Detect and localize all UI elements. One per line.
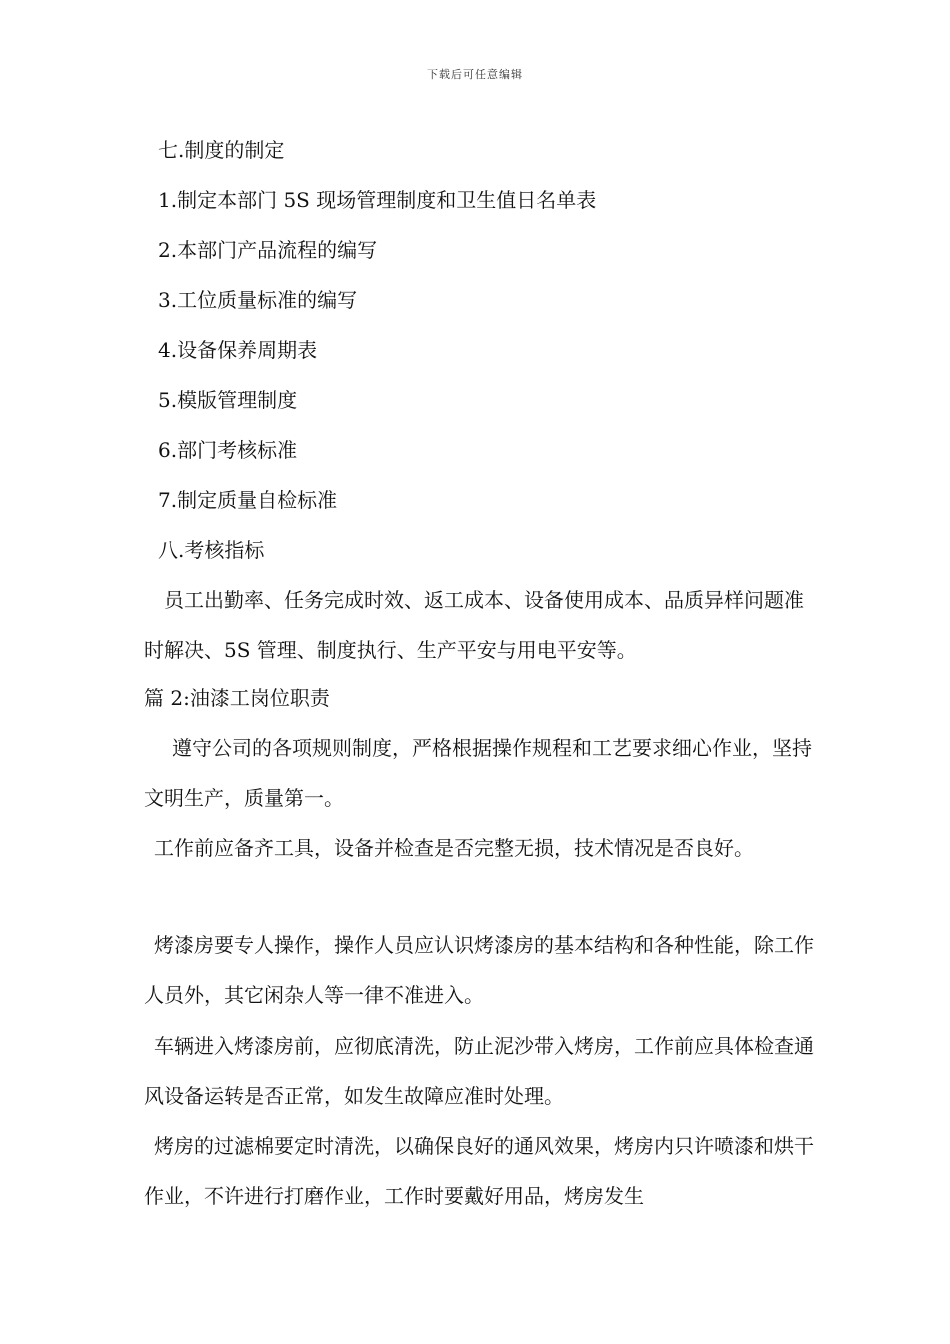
paragraph: 工作前应备齐工具，设备并检查是否完整无损，技术情况是否良好。: [154, 836, 754, 860]
list-item: 1.制定本部门 5S 现场管理制度和卫生值日名单表: [158, 188, 597, 212]
list-item: 6.部门考核标准: [158, 438, 298, 462]
paragraph: 车辆进入烤漆房前，应彻底清洗，防止泥沙带入烤房，工作前应具体检查通风设备运转是否正常，如发生故障应准时处理。: [144, 1034, 814, 1108]
list-item: 4.设备保养周期表: [158, 338, 318, 362]
paragraph: 烤房的过滤棉要定时清洗，以确保良好的通风效果，烤房内只许喷漆和烘干作业，不许进行打磨作业，工作时要戴好用品，烤房发生: [144, 1134, 814, 1208]
section-heading-8: 八.考核指标: [158, 538, 265, 562]
list-item: 7.制定质量自检标准: [158, 488, 338, 512]
list-item: 5.模版管理制度: [158, 388, 298, 412]
list-item: 3.工位质量标准的编写: [158, 288, 358, 312]
section-list: [144, 125, 816, 575]
paragraph: 烤漆房要专人操作，操作人员应认识烤漆房的基本结构和各种性能，除工作人员外，其它闲杂人等一律不准进入。: [144, 933, 814, 1007]
paragraph: 遵守公司的各项规则制度，严格根据操作规程和工艺要求细心作业，坚持文明生产，质量第一。: [144, 736, 812, 810]
section-heading-7: 七.制度的制定: [158, 138, 285, 162]
list-item: 2.本部门产品流程的编写: [158, 238, 378, 262]
page-header: 下载后可任意编辑: [427, 68, 523, 81]
article-title: 篇 2:油漆工岗位职责: [144, 686, 330, 710]
indicators-paragraph: 员工出勤率、任务完成时效、返工成本、设备使用成本、品质异样问题准时解决、5S 管理、制度执行、生产平安与用电平安等。: [144, 588, 804, 662]
